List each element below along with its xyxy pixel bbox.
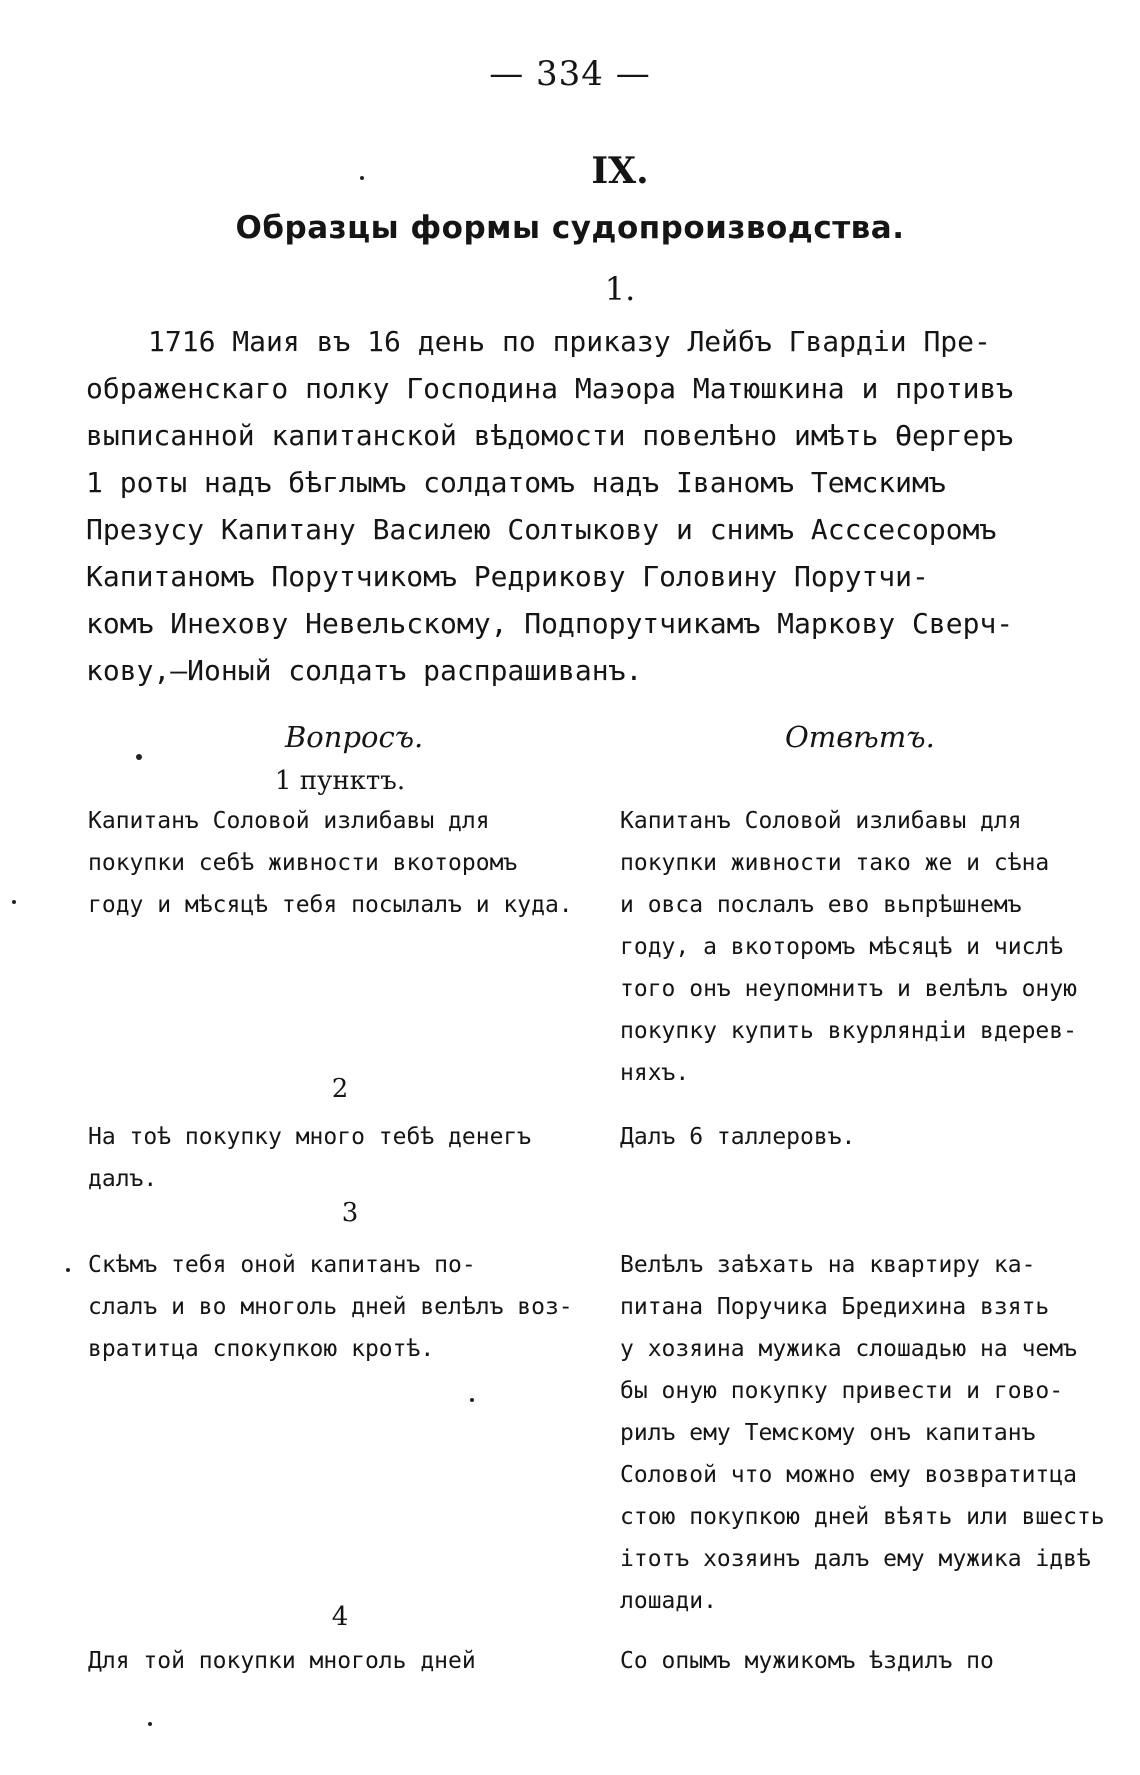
intro-line: выписанной капитанской вѣдомости повелѣно имѣть Ѳергеръ bbox=[86, 419, 1014, 452]
answer-text bbox=[620, 800, 1120, 1094]
intro-line: 1 роты надъ бѣглымъ солдатомъ надъ Іваномъ Темскимъ bbox=[86, 466, 946, 499]
question-line: вратитца спокупкою кротѣ. bbox=[88, 1336, 435, 1362]
answer-line: Велѣлъ заѣхать на квартиру ка- bbox=[620, 1252, 1036, 1278]
question-line: далъ. bbox=[88, 1166, 158, 1192]
intro-line: 1716 Маия въ 16 день по приказу Лейбъ Гвардіи Пре- bbox=[148, 325, 991, 358]
answer-line: Со опымъ мужикомъ ѣздилъ по bbox=[620, 1648, 994, 1674]
answer-line: у хозяина мужика слошадью на чемъ bbox=[620, 1336, 1077, 1362]
answer-line: покупки живности тако же и сѣна bbox=[620, 850, 1050, 876]
scan-speck bbox=[360, 176, 364, 180]
intro-line: ображенскаго полку Господина Маэора Матюшкина и противъ bbox=[86, 372, 1014, 405]
question-line: слалъ и во многоль дней велѣлъ воз- bbox=[88, 1294, 573, 1320]
question-line: году и мѣсяцѣ тебя посылалъ и куда. bbox=[88, 892, 573, 918]
item-label: 1 пунктъ. bbox=[274, 766, 406, 796]
answer-line: Далъ 6 таллеровъ. bbox=[620, 1124, 856, 1150]
answer-text bbox=[620, 1640, 1120, 1682]
question-text bbox=[88, 1116, 588, 1200]
chapter-title: Образцы формы судопроизводства. bbox=[235, 210, 905, 246]
answer-line: няхъ. bbox=[620, 1060, 690, 1086]
scan-speck bbox=[12, 900, 16, 904]
scan-speck bbox=[470, 1398, 474, 1402]
item-label: 4 bbox=[331, 1602, 349, 1632]
answer-line: ітотъ хозяинъ далъ ему мужика ідвѣ bbox=[620, 1546, 1091, 1572]
scan-speck bbox=[148, 1722, 152, 1726]
answer-line: того онъ неупомнитъ и велѣлъ оную bbox=[620, 976, 1077, 1002]
question-column-heading: Вопросъ. bbox=[285, 720, 424, 754]
chapter-number: IX. bbox=[591, 150, 649, 192]
question-line: покупки себѣ живности вкоторомъ bbox=[88, 850, 518, 876]
answer-line: и овса послалъ ево вьпрѣшнемъ bbox=[620, 892, 1022, 918]
answer-text bbox=[620, 1116, 1120, 1158]
question-text bbox=[88, 1640, 588, 1682]
question-line: Скѣмъ тебя оной капитанъ по- bbox=[88, 1252, 476, 1278]
answer-line: году, а вкоторомъ мѣсяцѣ и числѣ bbox=[620, 934, 1064, 960]
item-label: 2 bbox=[331, 1074, 349, 1104]
intro-line: Презусу Капитану Василею Солтыкову и снимъ Асссесоромъ bbox=[86, 513, 997, 546]
question-line: Для той покупки многоль дней bbox=[88, 1648, 476, 1674]
question-text bbox=[88, 800, 588, 926]
question-line: Капитанъ Соловой излибавы для bbox=[88, 808, 490, 834]
intro-line: комъ Инехову Невельскому, Подпорутчикамъ Маркову Сверч- bbox=[86, 607, 1014, 640]
item-label: 3 bbox=[341, 1198, 359, 1228]
answer-line: лошади. bbox=[620, 1588, 717, 1614]
scan-speck bbox=[136, 754, 142, 760]
intro-paragraph bbox=[86, 318, 1126, 694]
answer-line: Капитанъ Соловой излибавы для bbox=[620, 808, 1022, 834]
intro-line: Капитаномъ Порутчикомъ Редрикову Головину Порутчи- bbox=[86, 560, 929, 593]
scan-speck bbox=[66, 1268, 70, 1272]
answer-line: рилъ ему Темскому онъ капитанъ bbox=[620, 1420, 1036, 1446]
answer-line: покупку купить вкурляндіи вдерев- bbox=[620, 1018, 1077, 1044]
question-line: На тоѣ покупку много тебѣ денегъ bbox=[88, 1124, 532, 1150]
question-text bbox=[88, 1244, 588, 1370]
answer-line: питана Поручика Бредихина взять bbox=[620, 1294, 1050, 1320]
page-number: — 334 — bbox=[489, 54, 651, 94]
intro-line: кову,—Ионый солдатъ распрашиванъ. bbox=[86, 654, 643, 687]
answer-text bbox=[620, 1244, 1120, 1622]
answer-line: Соловой что можно ему возвратитца bbox=[620, 1462, 1077, 1488]
answer-line: стою покупкою дней вѣять или вшесть bbox=[620, 1504, 1105, 1530]
answer-column-heading: Отвѣтъ. bbox=[785, 720, 935, 754]
section-number: 1. bbox=[604, 270, 636, 308]
answer-line: бы оную покупку привести и гово- bbox=[620, 1378, 1064, 1404]
